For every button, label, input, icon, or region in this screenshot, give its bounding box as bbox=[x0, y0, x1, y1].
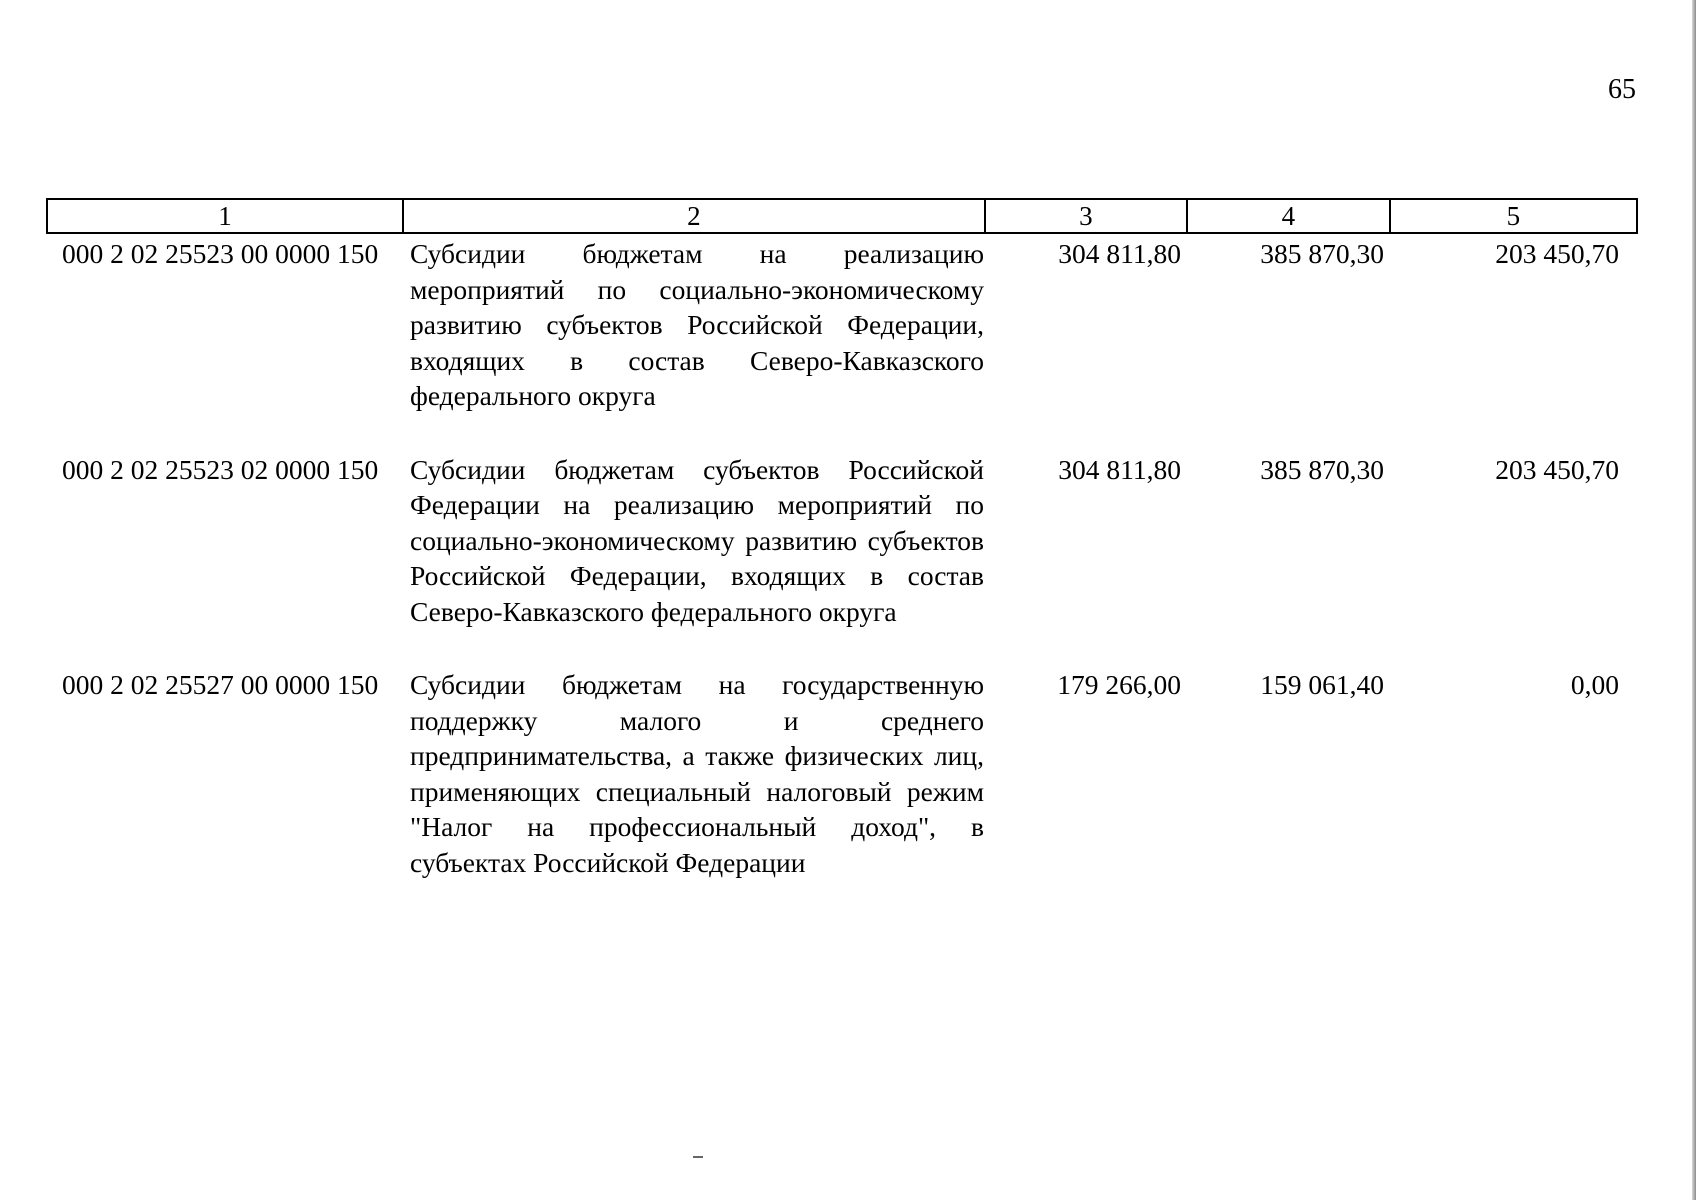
amount-col-4: 385 870,30 bbox=[1260, 238, 1384, 269]
budget-code: 000 2 02 25523 02 0000 150 bbox=[62, 453, 379, 485]
amount-col-5: 203 450,70 bbox=[1495, 453, 1619, 485]
table-row bbox=[46, 236, 1638, 414]
table-header-row bbox=[46, 198, 1638, 234]
amount-col-3: 304 811,80 bbox=[1058, 238, 1181, 269]
header-cell-2: 2 bbox=[404, 200, 986, 232]
row-description: Субсидии бюджетам на реализацию мероприятий по социально-экономическому развитию субъектов Российской Федерации, входящих в состав Северо-Кавказского федерального округа bbox=[410, 238, 984, 411]
table-row bbox=[46, 667, 1638, 880]
table-row bbox=[46, 452, 1638, 630]
amount-col-4: 159 061,40 bbox=[1260, 669, 1384, 700]
page-number: 65 bbox=[1608, 74, 1636, 105]
row-description: Субсидии бюджетам на государственную поддержку малого и среднего предпринимательства, а также физических лиц, применяющих специальный налоговый режим "Налог на профессиональный доход", в субъектах Российской Федерации bbox=[410, 669, 984, 878]
header-cell-1: 1 bbox=[48, 200, 404, 232]
amount-col-4: 385 870,30 bbox=[1260, 453, 1384, 485]
header-cell-3: 3 bbox=[986, 200, 1189, 232]
amount-col-3: 179 266,00 bbox=[1057, 669, 1181, 700]
header-cell-5: 5 bbox=[1506, 200, 1521, 231]
budget-code: 000 2 02 25523 00 0000 150 bbox=[62, 238, 379, 269]
row-description: Субсидии бюджетам субъектов Российской Федерации на реализацию мероприятий по социально-экономическому развитию субъектов Российской Федерации, входящих в состав Северо-Кавказского федерального округа bbox=[410, 453, 984, 627]
scan-artifact-mark bbox=[693, 1156, 703, 1158]
amount-col-5: 0,00 bbox=[1570, 669, 1619, 700]
amount-col-3: 304 811,80 bbox=[1058, 453, 1181, 485]
budget-code: 000 2 02 25527 00 0000 150 bbox=[62, 669, 379, 700]
budget-table bbox=[46, 198, 1638, 880]
scan-page-edge bbox=[1692, 0, 1696, 1200]
amount-col-5: 203 450,70 bbox=[1495, 238, 1619, 269]
header-cell-4: 4 bbox=[1188, 200, 1391, 232]
